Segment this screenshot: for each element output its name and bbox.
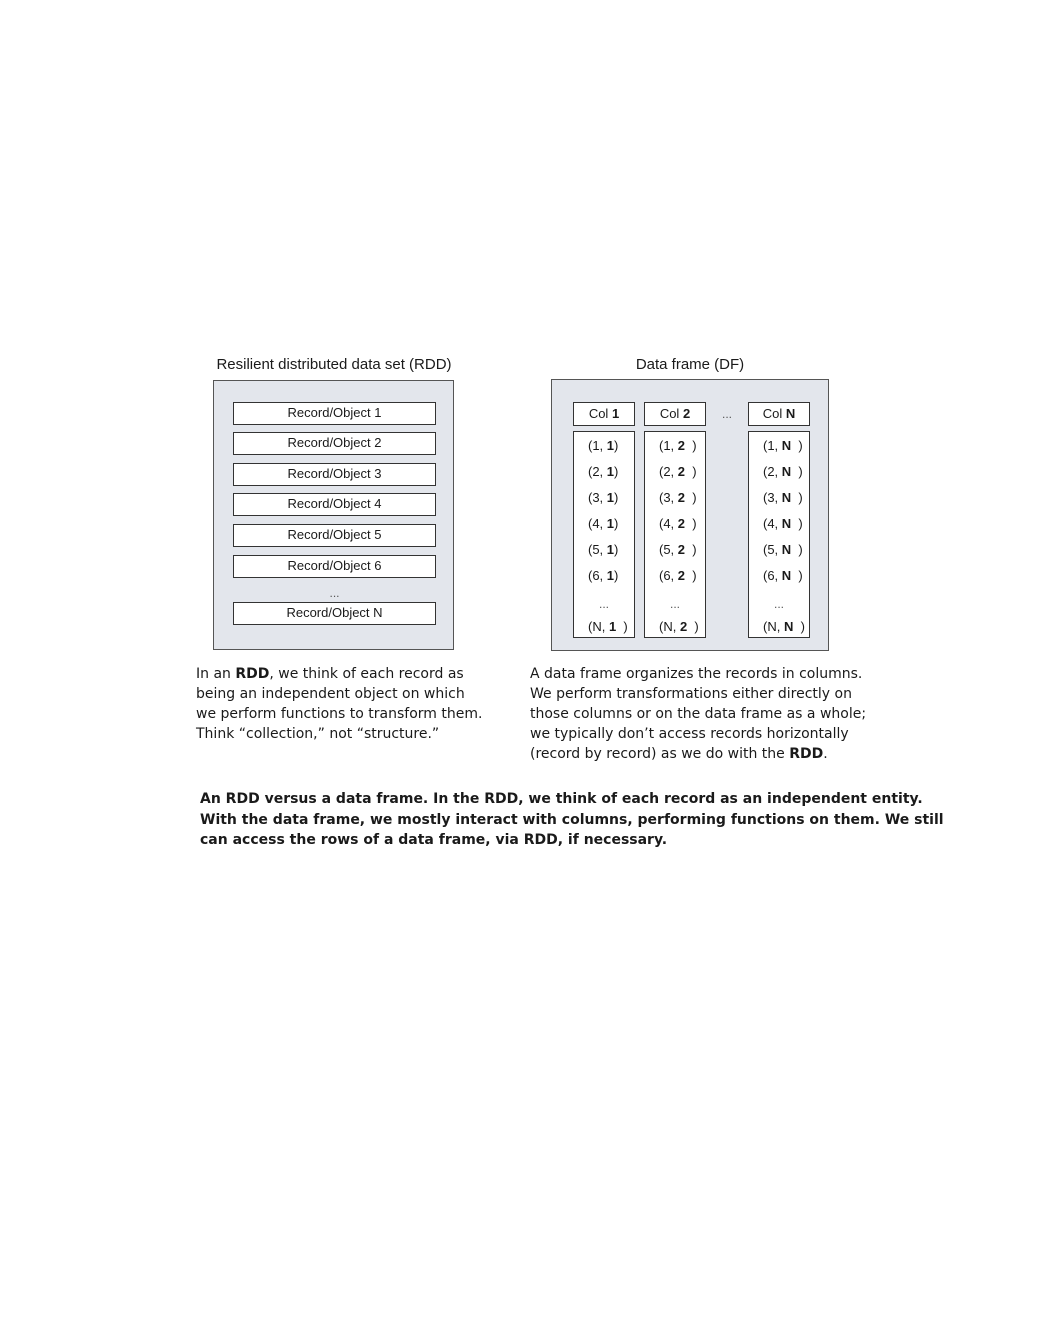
rdd-description xyxy=(196,664,482,744)
df-description-text: RDD xyxy=(789,746,824,762)
df-description-text: We perform transformations either directly on xyxy=(530,686,852,702)
df-cell-row: (N, xyxy=(763,619,784,634)
df-description-line-1 xyxy=(530,664,866,684)
df-column-header-2 xyxy=(644,402,706,426)
rdd-description-line-2 xyxy=(196,684,482,704)
df-cell-close: ) xyxy=(685,516,697,531)
rdd-record-3: Record/Object 3 xyxy=(233,463,436,486)
df-column-ellipsis: ... xyxy=(669,597,680,611)
df-column-header-label: Col xyxy=(659,406,683,421)
df-cell-close: ) xyxy=(616,619,628,634)
rdd-description-line-4 xyxy=(196,724,482,744)
df-cell-close: ) xyxy=(791,490,803,505)
df-cell-row: (4, xyxy=(659,516,678,531)
rdd-record-2: Record/Object 2 xyxy=(233,432,436,455)
rdd-record-1: Record/Object 1 xyxy=(233,402,436,425)
df-cell-row: (6, xyxy=(659,568,678,583)
df-cell-close: ) xyxy=(791,464,803,479)
rdd-ellipsis: ... xyxy=(329,586,340,600)
df-cell-row: (6, xyxy=(763,568,782,583)
df-description-text: we typically don’t access records horizontally xyxy=(530,726,849,742)
df-cell-6-1 xyxy=(574,568,634,584)
df-cell-column: 1 xyxy=(606,542,615,557)
df-cell-close: ) xyxy=(614,568,619,583)
df-cell-3-1 xyxy=(574,490,634,506)
df-cell-close: ) xyxy=(614,438,619,453)
df-description-text: A data frame organizes the records in columns. xyxy=(530,666,863,682)
df-cell-row: (2, xyxy=(588,464,607,479)
df-cell-column: 1 xyxy=(606,438,615,453)
df-cell-row: (2, xyxy=(763,464,782,479)
rdd-record-5: Record/Object 5 xyxy=(233,524,436,547)
df-cell-close: ) xyxy=(793,619,805,634)
df-cell-close: ) xyxy=(791,516,803,531)
caption-line-1: An RDD versus a data frame. In the RDD, we think of each record as an independent entity. xyxy=(200,791,923,807)
df-cell-row: (3, xyxy=(588,490,607,505)
df-cell-column: 2 xyxy=(677,464,686,479)
df-column-body-1 xyxy=(573,431,635,638)
df-cell-row: (1, xyxy=(763,438,782,453)
df-column-ellipsis: ... xyxy=(598,597,609,611)
df-cell-row: (5, xyxy=(588,542,607,557)
df-cell-close: ) xyxy=(685,464,697,479)
df-cell-row: (1, xyxy=(659,438,678,453)
df-cell-column: 2 xyxy=(677,568,686,583)
df-cell-column: N xyxy=(783,619,794,634)
df-cell-column: N xyxy=(781,568,792,583)
rdd-description-text: In an xyxy=(196,666,236,682)
df-cell-3-3 xyxy=(749,490,809,506)
df-cell-row: (6, xyxy=(588,568,607,583)
rdd-description-line-1 xyxy=(196,664,482,684)
df-cell-column: N xyxy=(781,490,792,505)
df-cell-row: (4, xyxy=(763,516,782,531)
df-column-header-label: Col xyxy=(762,406,786,421)
df-cell-4-1 xyxy=(574,516,634,532)
df-cell-row: (N, xyxy=(659,619,680,634)
df-description-text: (record by record) as we do with the xyxy=(530,746,790,762)
df-cell-1-2 xyxy=(645,438,705,454)
df-cell-4-3 xyxy=(749,516,809,532)
df-column-header-3 xyxy=(748,402,810,426)
df-column-body-3 xyxy=(748,431,810,638)
df-cell-row: (5, xyxy=(763,542,782,557)
df-cell-row: (4, xyxy=(588,516,607,531)
df-column-header-label: Col xyxy=(588,406,612,421)
df-cell-column: 2 xyxy=(677,438,686,453)
df-description-line-3 xyxy=(530,704,866,724)
rdd-description-text: RDD xyxy=(235,666,270,682)
df-column-header-index: 1 xyxy=(611,406,620,421)
df-cell-close: ) xyxy=(614,516,619,531)
df-column-header-index: N xyxy=(785,406,796,421)
df-cell-close: ) xyxy=(791,542,803,557)
df-cell-row: (3, xyxy=(763,490,782,505)
rdd-description-line-3 xyxy=(196,704,482,724)
df-cell-column: 2 xyxy=(679,619,688,634)
df-cell-5-1 xyxy=(574,542,634,558)
df-cell-last-1 xyxy=(574,619,634,635)
df-cell-row: (5, xyxy=(659,542,678,557)
figure-caption xyxy=(200,789,944,851)
df-cell-column: 1 xyxy=(606,568,615,583)
df-cell-6-3 xyxy=(749,568,809,584)
df-cell-column: N xyxy=(781,542,792,557)
df-description-line-5 xyxy=(530,744,866,764)
df-title: Data frame (DF) xyxy=(635,356,745,373)
df-cell-row: (3, xyxy=(659,490,678,505)
df-cell-1-1 xyxy=(574,438,634,454)
df-description xyxy=(530,664,866,764)
rdd-description-text: we perform functions to transform them. xyxy=(196,706,483,722)
df-cell-close: ) xyxy=(614,464,619,479)
df-cell-close: ) xyxy=(791,438,803,453)
df-column-header-1 xyxy=(573,402,635,426)
df-cell-close: ) xyxy=(685,568,697,583)
df-description-text: those columns or on the data frame as a whole; xyxy=(530,706,867,722)
df-cell-close: ) xyxy=(614,542,619,557)
caption-line-3: can access the rows of a data frame, via RDD, if necessary. xyxy=(200,832,668,848)
df-cell-5-2 xyxy=(645,542,705,558)
df-cell-close: ) xyxy=(687,619,699,634)
df-cell-column: N xyxy=(781,516,792,531)
df-description-line-2 xyxy=(530,684,866,704)
df-cell-2-2 xyxy=(645,464,705,480)
df-cell-close: ) xyxy=(791,568,803,583)
rdd-record-4: Record/Object 4 xyxy=(233,493,436,516)
df-cell-column: 1 xyxy=(606,490,615,505)
df-cell-3-2 xyxy=(645,490,705,506)
df-description-line-4 xyxy=(530,724,866,744)
rdd-title: Resilient distributed data set (RDD) xyxy=(216,356,452,373)
df-cell-close: ) xyxy=(685,438,697,453)
df-cell-2-1 xyxy=(574,464,634,480)
df-cell-row: (N, xyxy=(588,619,609,634)
df-cell-column: 1 xyxy=(608,619,617,634)
df-column-ellipsis: ... xyxy=(773,597,784,611)
df-between-columns-ellipsis: ... xyxy=(721,407,732,421)
caption-line-2: With the data frame, we mostly interact with columns, performing functions on them. We still xyxy=(200,811,944,828)
df-cell-column: N xyxy=(781,464,792,479)
rdd-description-text: being an independent object on which xyxy=(196,686,465,702)
df-cell-6-2 xyxy=(645,568,705,584)
rdd-description-text: , we think of each record as xyxy=(269,666,464,682)
df-cell-close: ) xyxy=(685,542,697,557)
rdd-record-last: Record/Object N xyxy=(233,602,436,625)
df-cell-row: (2, xyxy=(659,464,678,479)
df-cell-4-2 xyxy=(645,516,705,532)
df-cell-last-2 xyxy=(645,619,705,635)
df-column-body-2 xyxy=(644,431,706,638)
df-cell-column: 1 xyxy=(606,464,615,479)
df-cell-2-3 xyxy=(749,464,809,480)
df-cell-1-3 xyxy=(749,438,809,454)
df-cell-column: 1 xyxy=(606,516,615,531)
df-cell-close: ) xyxy=(685,490,697,505)
df-description-text: . xyxy=(823,746,828,762)
df-cell-close: ) xyxy=(614,490,619,505)
df-cell-last-3 xyxy=(749,619,809,635)
df-cell-column: 2 xyxy=(677,490,686,505)
df-cell-row: (1, xyxy=(588,438,607,453)
df-cell-column: 2 xyxy=(677,542,686,557)
df-cell-column: N xyxy=(781,438,792,453)
rdd-description-text: Think “collection,” not “structure.” xyxy=(196,726,440,742)
rdd-record-6: Record/Object 6 xyxy=(233,555,436,578)
df-cell-column: 2 xyxy=(677,516,686,531)
df-column-header-index: 2 xyxy=(682,406,691,421)
df-cell-5-3 xyxy=(749,542,809,558)
